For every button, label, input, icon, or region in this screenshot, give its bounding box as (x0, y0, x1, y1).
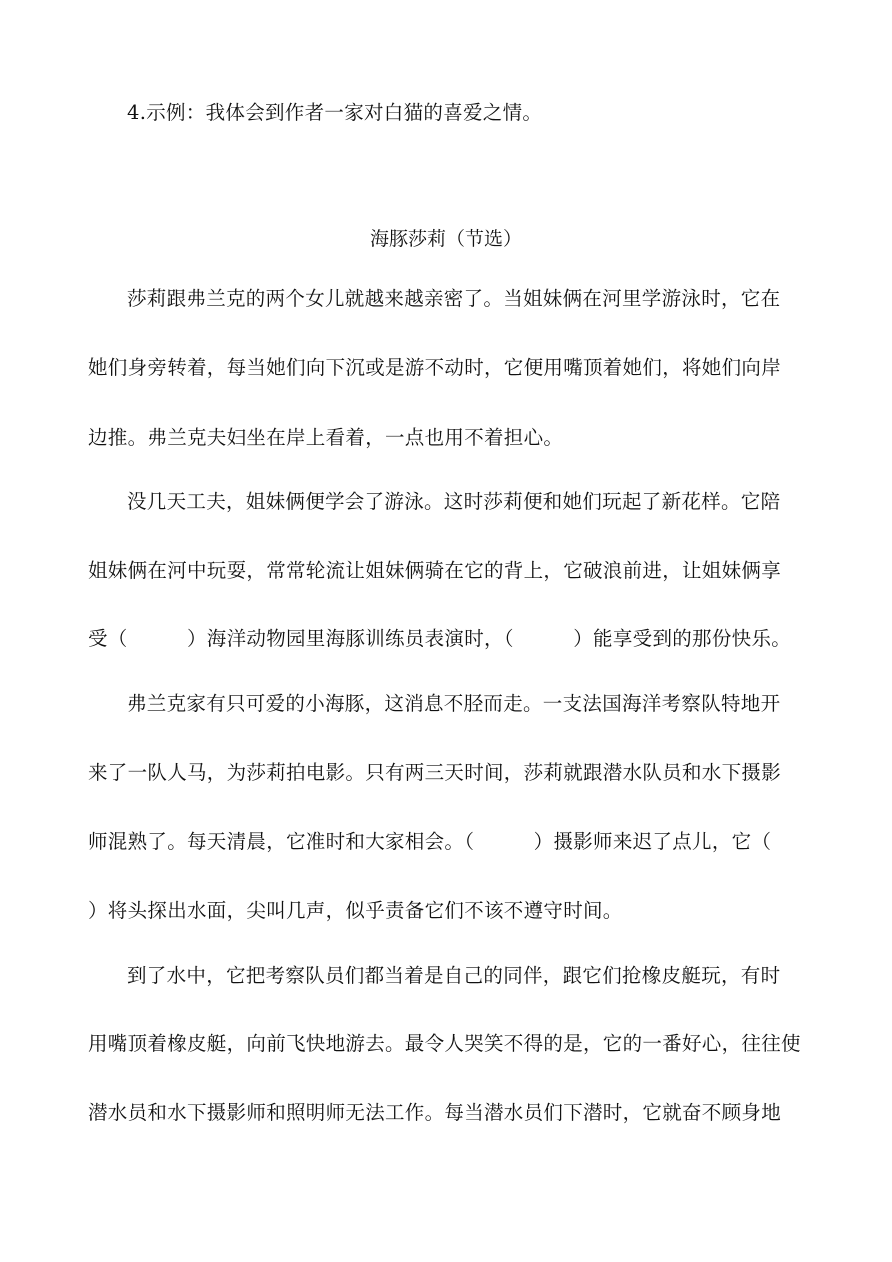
paragraph-line: 弗兰克家有只可爱的小海豚，这消息不胫而走。一支法国海洋考察队特地开 (127, 692, 781, 715)
paragraph-line: 没几天工夫，姐妹俩便学会了游泳。这时莎莉便和她们玩起了新花样。它陪 (127, 490, 781, 513)
paragraph-line: 到了水中，它把考察队员们都当着是自己的同伴，跟它们抢橡皮艇玩，有时 (127, 964, 781, 987)
paragraph-line: 师混熟了。每天清晨，它准时和大家相会。（ ）摄影师来迟了点儿，它（ (88, 830, 772, 853)
paragraph-line: 受（ ）海洋动物园里海豚训练员表演时，（ ）能享受到的那份快乐。 (88, 627, 792, 650)
paragraph-line: 潜水员和水下摄影师和照明师无法工作。每当潜水员们下潜时，它就奋不顾身地 (88, 1101, 782, 1124)
paragraph-line: ）将头探出水面，尖叫几声，似乎责备它们不该不遵守时间。 (88, 899, 623, 922)
paragraph-line: 用嘴顶着橡皮艇，向前飞快地游去。最令人哭笑不得的是，它的一番好心，往往使 (88, 1032, 801, 1055)
paragraph-line: 莎莉跟弗兰克的两个女儿就越来越亲密了。当姐妹俩在河里学游泳时，它在 (127, 287, 781, 310)
paragraph-line: 她们身旁转着，每当她们向下沉或是游不动时，它便用嘴顶着她们，将她们向岸 (88, 356, 782, 379)
paragraph-line: 边推。弗兰克夫妇坐在岸上看着，一点也用不着担心。 (88, 426, 564, 449)
paragraph-line: 来了一队人马，为莎莉拍电影。只有两三天时间，莎莉就跟潜水队员和水下摄影 (88, 761, 782, 784)
article-title: 海豚莎莉（节选） (369, 228, 522, 250)
answer-line: 4.示例：我体会到作者一家对白猫的喜爱之情。 (127, 101, 543, 124)
paragraph-line: 姐妹俩在河中玩耍，常常轮流让姐妹俩骑在它的背上，它破浪前进，让姐妹俩享 (88, 559, 782, 582)
